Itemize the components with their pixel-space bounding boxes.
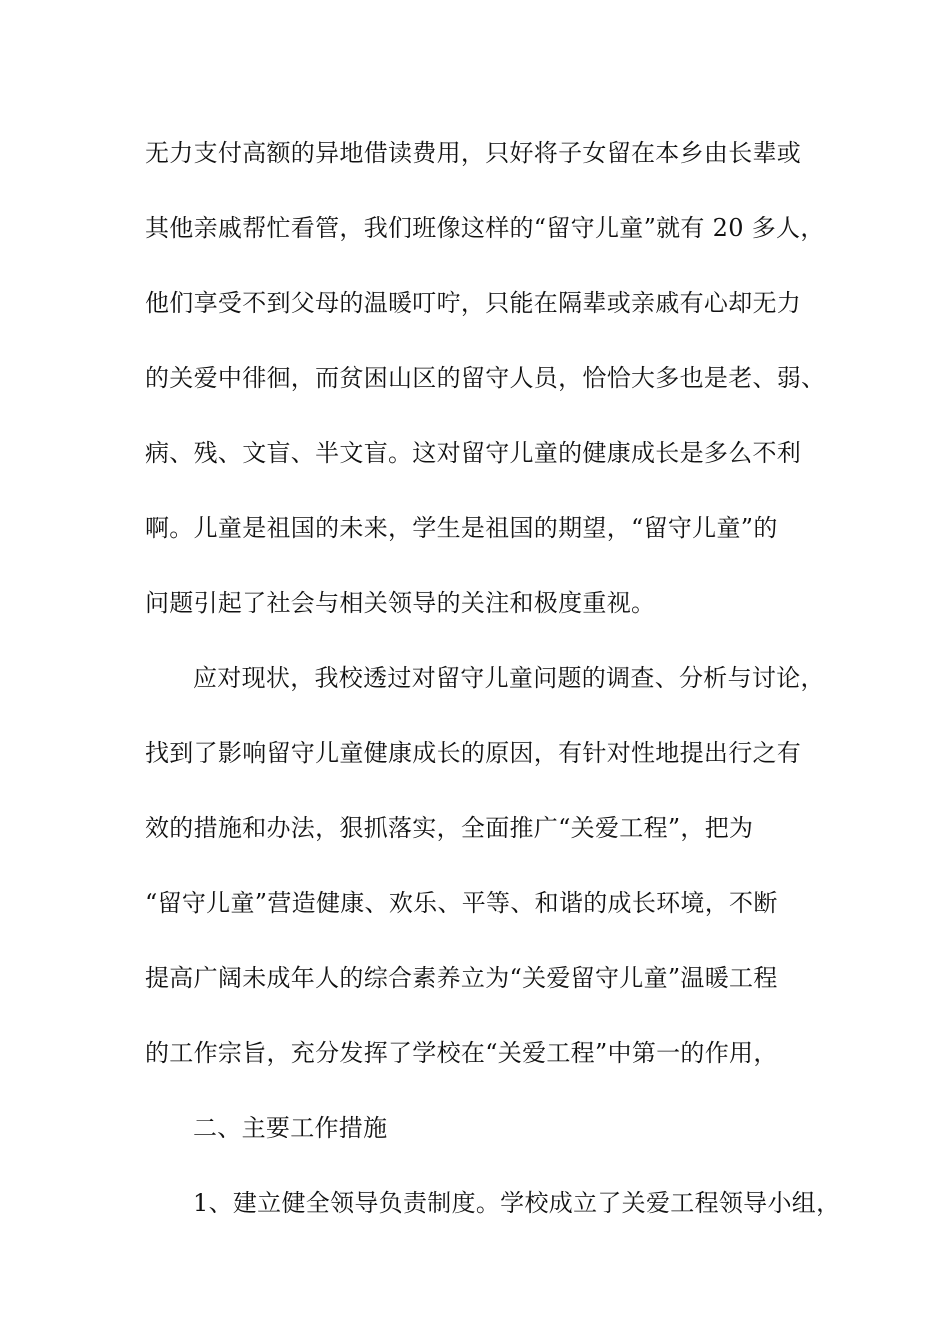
text-line: 啊。儿童是祖国的未来，学生是祖国的期望，“留守儿童”的 [145, 514, 778, 542]
section-heading: 二、主要工作措施 [193, 1114, 388, 1142]
text-line: 找到了影响留守儿童健康成长的原因，有针对性地提出行之有 [145, 739, 802, 767]
text-line: 其他亲戚帮忙看管，我们班像这样的“留守儿童”就有 20 多人， [145, 214, 825, 242]
paragraph-first-line: 1、建立健全领导负责制度。学校成立了关爱工程领导小组， [193, 1189, 841, 1217]
text-line: “留守儿童”营造健康、欢乐、平等、和谐的成长环境，不断 [145, 889, 778, 917]
text-line: 的工作宗旨，充分发挥了学校在“关爱工程”中第一的作用， [145, 1039, 778, 1067]
text-line: 效的措施和办法，狠抓落实，全面推广“关爱工程”，把为 [145, 814, 754, 842]
text-line: 问题引起了社会与相关领导的关注和极度重视。 [145, 589, 656, 617]
text-line: 提高广阔未成年人的综合素养立为“关爱留守儿童”温暖工程 [145, 964, 778, 992]
text-line: 的关爱中徘徊，而贫困山区的留守人员，恰恰大多也是老、弱、 [145, 364, 826, 392]
text-line: 无力支付高额的异地借读费用，只好将子女留在本乡由长辈或 [145, 139, 802, 167]
paragraph-first-line: 应对现状，我校透过对留守儿童问题的调查、分析与讨论， [193, 664, 825, 692]
text-line: 他们享受不到父母的温暖叮咛，只能在隔辈或亲戚有心却无力 [145, 289, 802, 317]
text-line: 病、残、文盲、半文盲。这对留守儿童的健康成长是多么不利 [145, 439, 802, 467]
